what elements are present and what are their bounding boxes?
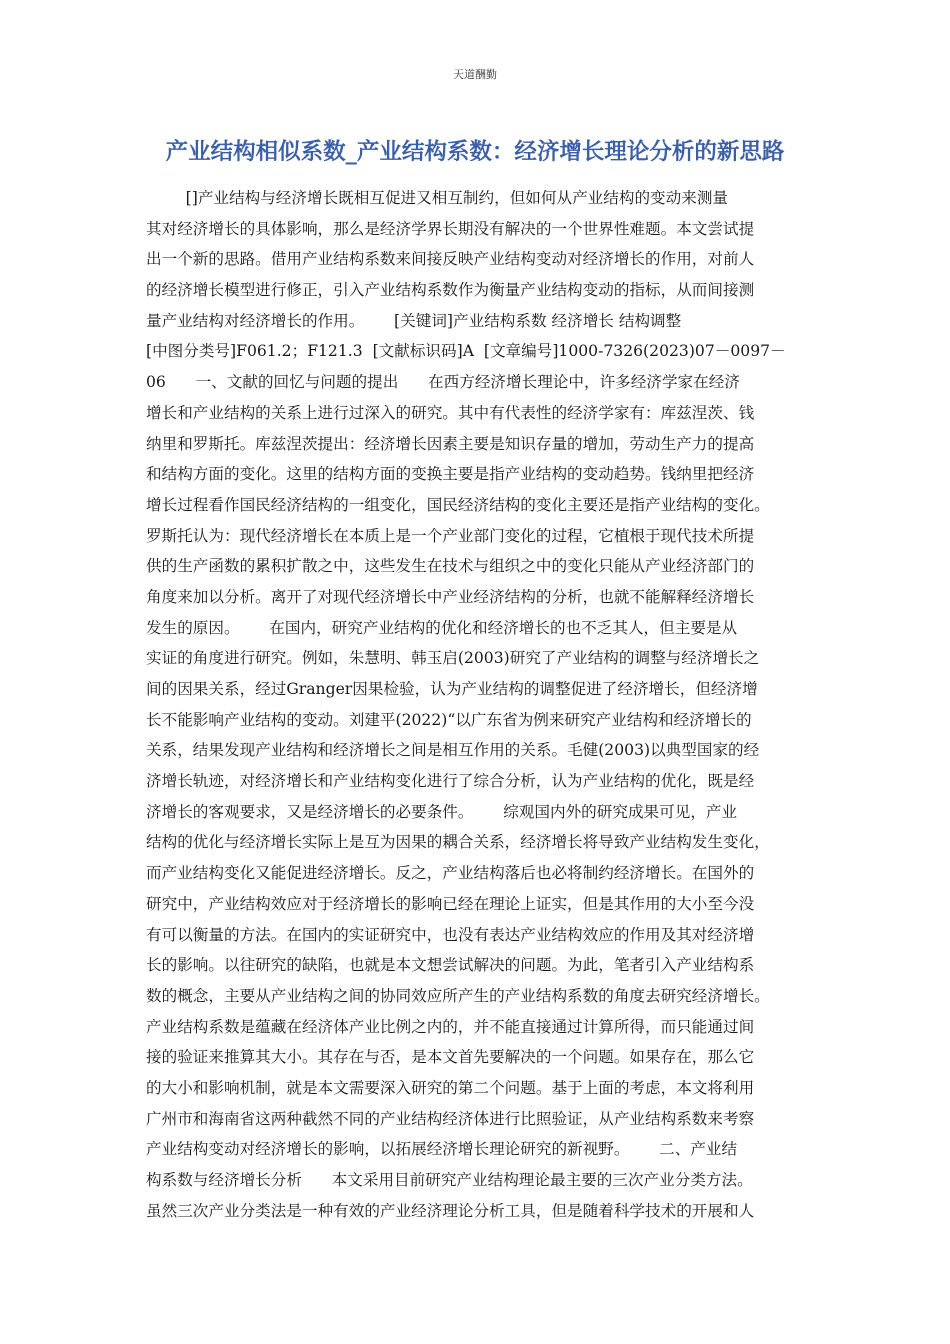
body-line: 长不能影响产业结构的变动。刘建平(2022)“以广东省为例来研究产业结构和经济增长的: [146, 710, 752, 729]
page-header: 天道酬勤: [453, 68, 497, 81]
body-line: 06 一、文献的回忆与问题的提出 在西方经济增长理论中，许多经济学家在经济: [146, 373, 740, 392]
body-line: 量产业结构对经济增长的作用。 [关键词]产业结构系数 经济增长 结构调整: [146, 311, 682, 330]
body-line: 接的验证来推算其大小。其存在与否，是本文首先要解决的一个问题。如果存在，那么它: [146, 1048, 755, 1067]
body-line: []产业结构与经济增长既相互促进又相互制约，但如何从产业结构的变动来测量: [146, 189, 729, 207]
body-line: 有可以衡量的方法。在国内的实证研究中，也没有表达产业结构效应的作用及其对经济增: [146, 925, 755, 944]
body-line: 关系，结果发现产业结构和经济增长之间是相互作用的关系。毛健(2003)以典型国家的经: [146, 741, 760, 760]
document-body: [146, 183, 802, 1226]
body-line: 的经济增长模型进行修正，引入产业结构系数作为衡量产业结构变动的指标，从而间接测: [146, 281, 755, 300]
body-line: 产业结构系数是蕴藏在经济体产业比例之内的，并不能直接通过计算所得，而只能通过间: [146, 1017, 755, 1036]
body-line: [中图分类号]F061.2；F121.3 [文献标识码]A [文章编号]1000-7326(2023)07－0097－: [146, 342, 786, 361]
body-line: 长的影响。以往研究的缺陷，也就是本文想尝试解决的问题。为此，笔者引入产业结构系: [146, 956, 755, 975]
body-line: 出一个新的思路。借用产业结构系数来间接反映产业结构变动对经济增长的作用，对前人: [146, 250, 755, 269]
body-line: 济增长轨迹，对经济增长和产业结构变化进行了综合分析，认为产业结构的优化，既是经: [146, 772, 755, 791]
body-line: 罗斯托认为：现代经济增长在本质上是一个产业部门变化的过程，它植根于现代技术所提: [146, 526, 755, 545]
body-line: 而产业结构变化又能促进经济增长。反之，产业结构落后也必将制约经济增长。在国外的: [146, 864, 755, 883]
body-line: 供的生产函数的累积扩散之中，这些发生在技术与组织之中的变化只能从产业经济部门的: [146, 557, 755, 576]
body-line: 其对经济增长的具体影响，那么是经济学界长期没有解决的一个世界性难题。本文尝试提: [146, 219, 755, 238]
body-line: 虽然三次产业分类法是一种有效的产业经济理论分析工具，但是随着科学技术的开展和人: [146, 1201, 755, 1220]
body-line: 间的因果关系，经过Granger因果检验，认为产业结构的调整促进了经济增长，但经济增: [146, 680, 758, 698]
body-line: 角度来加以分析。离开了对现代经济增长中产业经济结构的分析，也就不能解释经济增长: [146, 587, 755, 606]
body-line: 实证的角度进行研究。例如，朱慧明、韩玉启(2003)研究了产业结构的调整与经济增长之: [146, 649, 760, 668]
body-line: 研究中，产业结构效应对于经济增长的影响已经在理论上证实，但是其作用的大小至今没: [146, 894, 755, 913]
body-line: 的大小和影响机制，就是本文需要深入研究的第二个问题。基于上面的考虑，本文将利用: [146, 1078, 755, 1097]
body-line: 发生的原因。 在国内，研究产业结构的优化和经济增长的也不乏其人，但主要是从: [146, 618, 738, 637]
body-line: 增长和产业结构的关系上进行过深入的研究。其中有代表性的经济学家有：库兹涅茨、钱: [146, 403, 755, 422]
body-line: 广州市和海南省这两种截然不同的产业结构经济体进行比照验证，从产业结构系数来考察: [146, 1109, 755, 1128]
body-line: 和结构方面的变化。这里的结构方面的变换主要是指产业结构的变动趋势。钱纳里把经济: [146, 465, 755, 484]
body-line: 数的概念，主要从产业结构之间的协同效应所产生的产业结构系数的角度去研究经济增长。: [146, 986, 770, 1005]
document-title: 产业结构相似系数_产业结构系数：经济增长理论分析的新思路: [165, 139, 785, 165]
body-line: 产业结构变动对经济增长的影响，以拓展经济增长理论研究的新视野。 二、产业结: [146, 1140, 738, 1159]
body-line: 济增长的客观要求，又是经济增长的必要条件。 综观国内外的研究成果可见，产业: [146, 802, 738, 821]
body-line: 纳里和罗斯托。库兹涅茨提出：经济增长因素主要是知识存量的增加，劳动生产力的提高: [146, 434, 755, 453]
body-line: 构系数与经济增长分析 本文采用目前研究产业结构理论最主要的三次产业分类方法。: [146, 1171, 753, 1189]
body-line: 结构的优化与经济增长实际上是互为因果的耦合关系，经济增长将导致产业结构发生变化，: [146, 833, 770, 852]
body-line: 增长过程看作国民经济结构的一组变化，国民经济结构的变化主要还是指产业结构的变化。: [146, 495, 770, 514]
